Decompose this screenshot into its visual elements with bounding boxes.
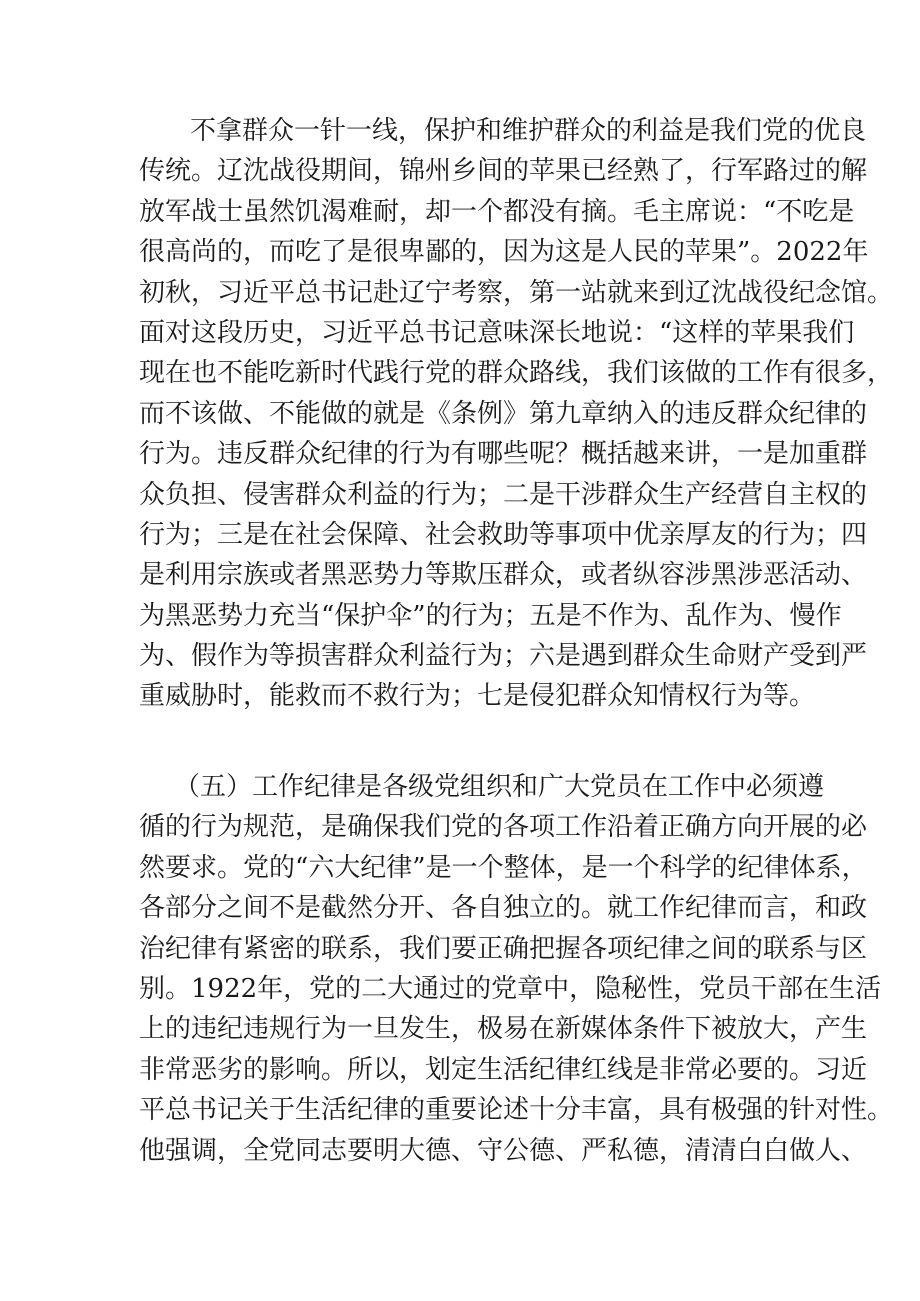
text-line: 他强调，全党同志要明大德、守公德、严私德，清清白白做人、 [139,1135,868,1166]
paragraph-mass-discipline [139,111,894,717]
text-line: 放军战士虽然饥渴难耐，却一个都没有摘。毛主席说：“不吃是 [139,196,855,227]
text-line: 平总书记关于生活纪律的重要论述十分丰富，具有极强的针对性。 [139,1095,894,1126]
text-line: 传统。辽沈战役期间，锦州乡间的苹果已经熟了，行军路过的解 [139,156,868,187]
text-line: 重威胁时，能救而不救行为；七是侵犯群众知情权行为等。 [139,681,816,712]
text-line: 循的行为规范，是确保我们党的各项工作沿着正确方向开展的必 [139,812,868,843]
text-line: 初秋，习近平总书记赴辽宁考察，第一站就来到辽沈战役纪念馆。 [139,277,894,308]
text-line: 别。1922年，党的二大通过的党章中，隐秘性，党员干部在生活 [139,973,882,1004]
text-line: 为、假作为等损害群众利益行为；六是遇到群众生命财产受到严 [139,641,868,672]
text-line: 行为。违反群众纪律的行为有哪些呢？概括越来讲，一是加重群 [139,439,868,470]
text-line: 行为；三是在社会保障、社会救助等事项中优亲厚友的行为；四 [139,519,868,550]
text-line: 治纪律有紧密的联系，我们要正确把握各项纪律之间的联系与区 [139,933,868,964]
text-line: 面对这段历史，习近平总书记意味深长地说：“这样的苹果我们 [139,317,855,348]
text-line: 为黑恶势力充当“保护伞”的行为；五是不作为、乱作为、慢作 [139,600,842,631]
text-line: 现在也不能吃新时代践行党的群众路线，我们该做的工作有很多， [139,358,894,389]
text-line: （五）工作纪律是各级党组织和广大党员在工作中必须遵 [174,772,825,802]
text-line: 很高尚的，而吃了是很卑鄙的，因为这是人民的苹果”。2022年 [139,237,869,268]
text-line: 上的违纪违规行为一旦发生，极易在新媒体条件下被放大，产生 [139,1014,868,1045]
text-line: 然要求。党的“六大纪律”是一个整体，是一个科学的纪律体系， [139,852,868,883]
text-line: 各部分之间不是截然分开、各自独立的。就工作纪律而言，和政 [139,893,868,924]
text-line: 而不该做、不能做的就是《条例》第九章纳入的违反群众纪律的 [139,398,868,429]
text-line: 非常恶劣的影响。所以，划定生活纪律红线是非常必要的。习近 [139,1054,868,1085]
paragraph-work-discipline [139,767,894,1171]
text-line: 众负担、侵害群众利益的行为；二是干涉群众生产经营自主权的 [139,479,868,510]
text-line: 不拿群众一针一线，保护和维护群众的利益是我们党的优良 [190,116,867,146]
text-line: 是利用宗族或者黑恶势力等欺压群众，或者纵容涉黑涉恶活动、 [139,560,868,591]
